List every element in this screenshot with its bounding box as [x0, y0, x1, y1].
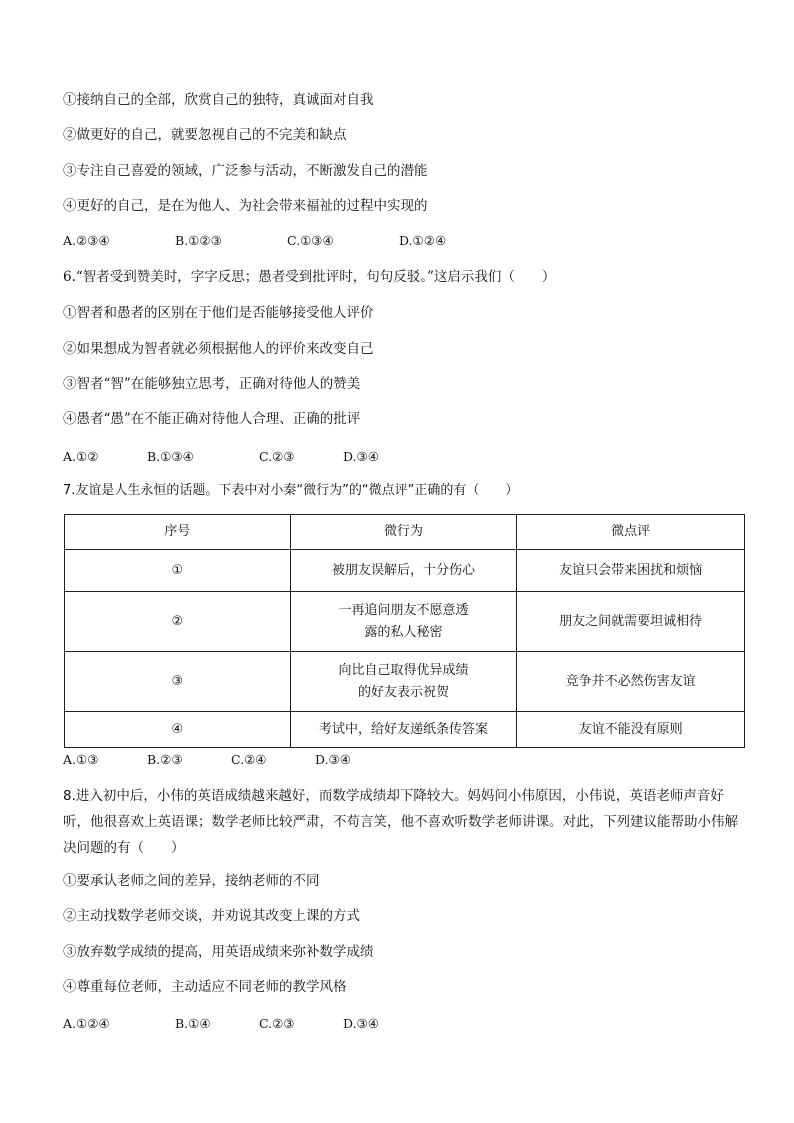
table-header-row	[65, 515, 745, 550]
q7-choices	[63, 751, 351, 769]
table-cell: 竞争并不必然伤害友谊	[517, 652, 745, 712]
q7-choice-a: A.①③	[63, 752, 99, 767]
table-cell: 朋友之间就需要坦诚相待	[517, 592, 745, 652]
q8-choice-b: B.①④	[175, 1016, 211, 1031]
q8-option-1: ①要承认老师之间的差异，接纳老师的不同	[63, 873, 320, 889]
table-cell: 友谊不能没有原则	[517, 712, 745, 748]
table-cell: ②	[65, 592, 291, 652]
table-row	[65, 652, 745, 712]
q8-choice-a: A.①②④	[63, 1016, 110, 1031]
q5-option-1: ①接纳自己的全部，欣赏自己的独特，真诚面对自我	[63, 92, 374, 108]
table-cell: 一再追问朋友不愿意透露的私人秘密	[290, 592, 517, 652]
q6-option-3: ③智者“智”在能够独立思考，正确对待他人的赞美	[63, 376, 361, 392]
q8-option-3: ③放弃数学成绩的提高，用英语成绩来弥补数学成绩	[63, 944, 374, 960]
q6-choice-b: B.①③④	[147, 449, 194, 464]
q6-choice-d: D.③④	[343, 449, 379, 464]
q6-stem: 6.“智者受到赞美时，字字反思；愚者受到批评时，句句反驳。”这启示我们（ ）	[63, 269, 556, 285]
table-cell: ④	[65, 712, 291, 748]
q5-choice-d: D.①②④	[399, 233, 447, 248]
q7-stem: 7.友谊是人生永恒的话题。下表中对小秦“微行为”的“微点评”正确的有（ ）	[63, 483, 519, 498]
q8-choice-d: D.③④	[343, 1016, 379, 1031]
q5-choices	[63, 232, 446, 250]
table-cell: ③	[65, 652, 291, 712]
q5-option-3: ③专注自己喜爱的领域，广泛参与活动，不断激发自己的潜能	[63, 163, 428, 179]
table-row	[65, 550, 745, 592]
q8-choices	[63, 1015, 379, 1033]
table-header-cell: 微行为	[290, 515, 517, 550]
table-cell: ①	[65, 550, 291, 592]
table-header-cell: 微点评	[517, 515, 745, 550]
table-cell: 友谊只会带来困扰和烦恼	[517, 550, 745, 592]
table-cell: 被朋友误解后，十分伤心	[290, 550, 517, 592]
q5-choice-a: A.②③④	[63, 233, 110, 248]
q7-choice-b: B.②③	[147, 752, 183, 767]
q5-choice-c: C.①③④	[287, 233, 334, 248]
q6-option-1: ①智者和愚者的区别在于他们是否能够接受他人评价	[63, 305, 374, 321]
q6-choice-a: A.①②	[63, 449, 99, 464]
q6-choices	[63, 448, 379, 466]
q5-choice-b: B.①②③	[175, 233, 222, 248]
q7-choice-d: D.③④	[315, 752, 351, 767]
q6-option-2: ②如果想成为智者就必须根据他人的评价来改变自己	[63, 341, 374, 357]
table-row	[65, 592, 745, 652]
q8-option-2: ②主动找数学老师交谈，并劝说其改变上课的方式	[63, 908, 360, 924]
q7-table	[64, 514, 745, 748]
table-row	[65, 712, 745, 748]
q6-choice-c: C.②③	[259, 449, 295, 464]
table-header-cell: 序号	[65, 515, 291, 550]
q8-stem: 8.进入初中后，小伟的英语成绩越来越好，而数学成绩却下降较大。妈妈问小伟原因，小伟说，英语老师声音好听，他很喜欢上英语课；数学老师比较严肃，不苟言笑，他不喜欢听数学老师讲课。对此，下列建议能帮助小伟解决问题的有（ ）	[63, 788, 738, 856]
q7-choice-c: C.②④	[231, 752, 267, 767]
table-cell: 考试中，给好友递纸条传答案	[290, 712, 517, 748]
q6-option-4: ④愚者“愚”在不能正确对待他人合理、正确的批评	[63, 411, 361, 427]
q5-option-4: ④更好的自己，是在为他人、为社会带来福祉的过程中实现的	[63, 198, 428, 214]
q5-option-2: ②做更好的自己，就要忽视自己的不完美和缺点	[63, 127, 347, 143]
q8-option-4: ④尊重每位老师，主动适应不同老师的教学风格	[63, 979, 347, 995]
table-cell: 向比自己取得优异成绩的好友表示祝贺	[290, 652, 517, 712]
q8-choice-c: C.②③	[259, 1016, 295, 1031]
